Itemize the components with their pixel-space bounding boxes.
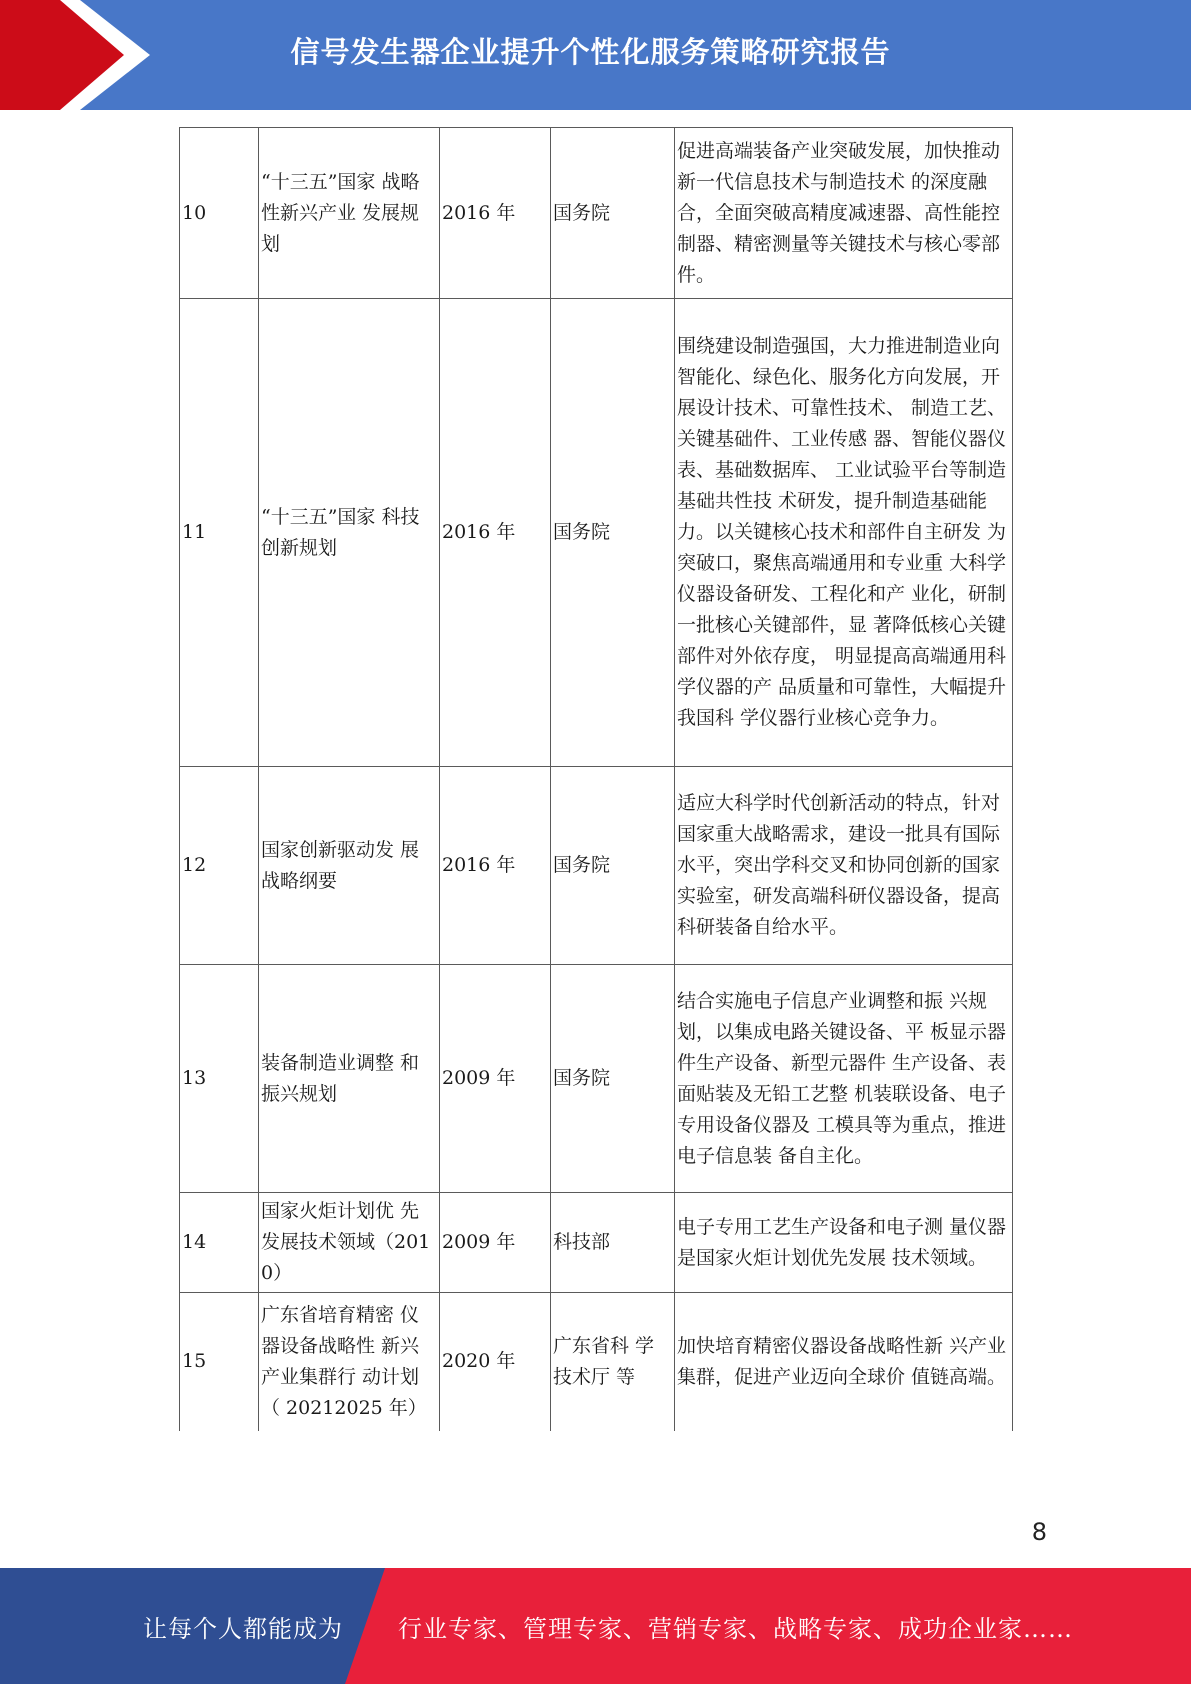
row-number: 10 <box>180 128 259 299</box>
policy-year: 2009 年 <box>440 1193 551 1293</box>
page-title: 信号发生器企业提升个性化服务策略研究报告 <box>290 34 891 69</box>
policy-year: 2016 年 <box>440 299 551 767</box>
policy-year: 2016 年 <box>440 128 551 299</box>
policy-table-container <box>179 127 1012 1431</box>
policy-issuer: 国务院 <box>551 128 675 299</box>
policy-content: 加快培育精密仪器设备战略性新 兴产业集群，促进产业迈向全球价 值链高端。 <box>675 1293 1013 1431</box>
page-header <box>0 0 1191 110</box>
policy-name: “十三五”国家 战略性新兴产业 发展规划 <box>259 128 440 299</box>
table-row <box>180 1193 1013 1293</box>
policy-issuer: 广东省科 学技术厅 等 <box>551 1293 675 1431</box>
row-number: 15 <box>180 1293 259 1431</box>
row-number: 14 <box>180 1193 259 1293</box>
footer-slogan-left: 让每个人都能成为 <box>143 1614 343 1643</box>
policy-name: “十三五”国家 科技创新规划 <box>259 299 440 767</box>
table-row <box>180 299 1013 767</box>
page-footer <box>0 1568 1191 1684</box>
table-row <box>180 1293 1013 1431</box>
table-row <box>180 128 1013 299</box>
policy-year: 2016 年 <box>440 767 551 965</box>
page-number: 8 <box>1031 1518 1047 1546</box>
policy-name: 国家创新驱动发 展战略纲要 <box>259 767 440 965</box>
policy-content: 电子专用工艺生产设备和电子测 量仪器是国家火炬计划优先发展 技术领域。 <box>675 1193 1013 1293</box>
policy-issuer: 国务院 <box>551 299 675 767</box>
policy-year: 2020 年 <box>440 1293 551 1431</box>
policy-issuer: 国务院 <box>551 767 675 965</box>
policy-content: 促进高端装备产业突破发展，加快推动新一代信息技术与制造技术 的深度融合，全面突破高精度减速器、高性能控制器、精密测量等关键技术与核心零部件。 <box>675 128 1013 299</box>
policy-issuer: 科技部 <box>551 1193 675 1293</box>
policy-content: 适应大科学时代创新活动的特点，针对国家重大战略需求，建设一批具有国际水平，突出学科交叉和协同创新的国家实验室，研发高端科研仪器设备，提高科研装备自给水平。 <box>675 767 1013 965</box>
row-number: 12 <box>180 767 259 965</box>
policy-name: 广东省培育精密 仪器设备战略性 新兴产业集群行 动计划（ 20212025 年） <box>259 1293 440 1431</box>
policy-content: 结合实施电子信息产业调整和振 兴规划，以集成电路关键设备、平 板显示器件生产设备、新型元器件 生产设备、表面贴装及无铅工艺整 机装联设备、电子专用设备仪器及 工模具等为重点，推进电子信息装 备自主化。 <box>675 965 1013 1193</box>
row-number: 13 <box>180 965 259 1193</box>
policy-content: 围绕建设制造强国，大力推进制造业向智能化、绿色化、服务化方向发展，开展设计技术、可靠性技术、 制造工艺、关键基础件、工业传感 器、智能仪器仪表、基础数据库、 工业试验平台等制造基础共性技 术研发，提升制造基础能力。以关键核心技术和部件自主研发 为突破口，聚焦高端通用和专业重 大科学仪器设备研发、工程化和产 业化，研制一批核心关键部件，显 著降低核心关键部件对外依存度， 明显提高高端通用科学仪器的产 品质量和可靠性，大幅提升我国科 学仪器行业核心竞争力。 <box>675 299 1013 767</box>
policy-table <box>179 127 1013 1431</box>
row-number: 11 <box>180 299 259 767</box>
policy-name: 国家火炬计划优 先发展技术领域（2010） <box>259 1193 440 1293</box>
table-row <box>180 767 1013 965</box>
table-row <box>180 965 1013 1193</box>
footer-slogan-right: 行业专家、管理专家、营销专家、战略专家、成功企业家…… <box>398 1614 1073 1643</box>
policy-issuer: 国务院 <box>551 965 675 1193</box>
policy-name: 装备制造业调整 和振兴规划 <box>259 965 440 1193</box>
policy-year: 2009 年 <box>440 965 551 1193</box>
